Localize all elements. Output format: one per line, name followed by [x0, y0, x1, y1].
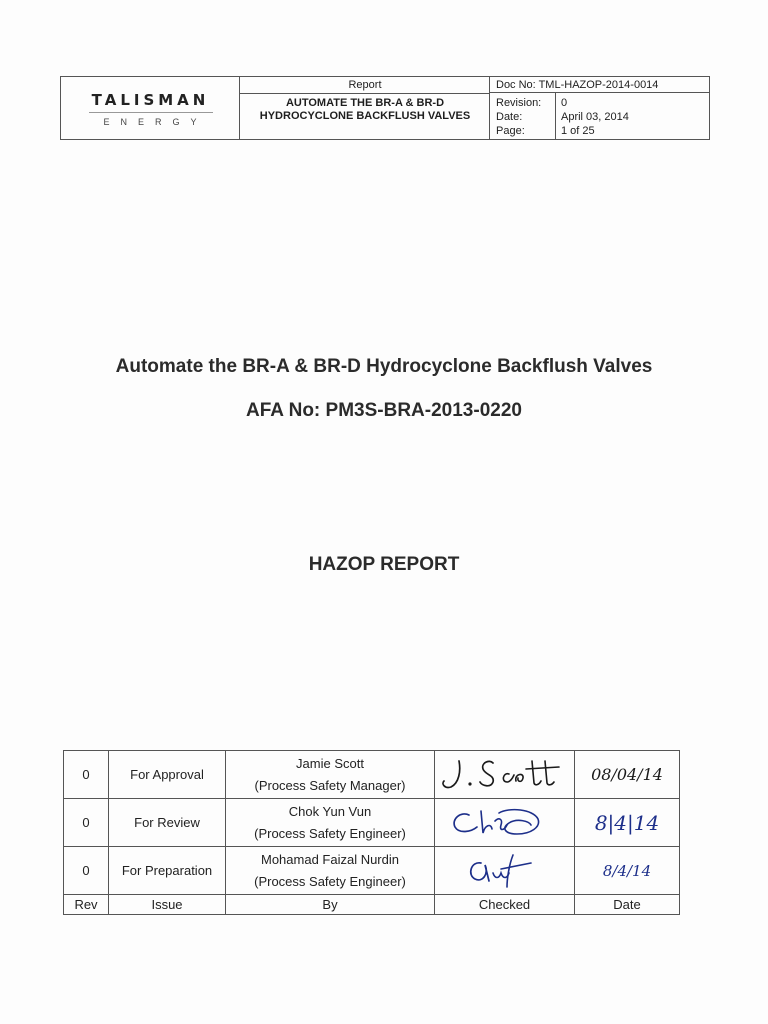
approval-table: [63, 750, 680, 915]
by-cell: [226, 799, 435, 847]
issue-cell: For Approval: [109, 751, 226, 799]
page-row: [490, 124, 709, 138]
table-header-row: [64, 895, 680, 915]
by-cell: [226, 847, 435, 895]
date-value: April 03, 2014: [561, 111, 629, 123]
table-row: [64, 799, 680, 847]
document-title: Automate the BR-A & BR-D Hydrocyclone Backflush Valves: [115, 356, 653, 377]
revision-label: Revision:: [496, 97, 542, 109]
report-label: Report: [240, 77, 490, 94]
date-row: [490, 110, 709, 124]
signature-image: [437, 755, 573, 795]
afa-number: AFA No: PM3S-BRA-2013-0220: [246, 400, 522, 421]
rev-header: Rev: [64, 895, 109, 915]
logo-subtitle: ENERGY: [103, 117, 208, 127]
page-label: Page:: [496, 125, 525, 137]
signer-name: Jamie Scott: [296, 755, 364, 771]
issue-cell: For Preparation: [109, 847, 226, 895]
signer-name: Chok Yun Vun: [288, 803, 372, 819]
revision-value: 0: [561, 97, 568, 109]
document-header: [60, 76, 710, 140]
signer-name: Mohamad Faizal Nurdin: [260, 851, 399, 867]
checked-cell: [435, 751, 575, 799]
report-type-heading: HAZOP REPORT: [308, 554, 460, 575]
report-cell: [240, 77, 490, 139]
signer-role: (Process Safety Engineer): [254, 873, 406, 889]
issue-header: Issue: [109, 895, 226, 915]
table-row: [64, 847, 680, 895]
date-header: Date: [575, 895, 680, 915]
doc-number: Doc No: TML-HAZOP-2014-0014: [490, 77, 709, 93]
checked-header: Checked: [435, 895, 575, 915]
date-cell: 08/04/14: [575, 751, 680, 799]
signer-role: (Process Safety Engineer): [254, 825, 406, 841]
document-meta: [490, 77, 709, 139]
signature-image: [437, 851, 573, 891]
date-cell: 8/4/14: [575, 847, 680, 895]
checked-cell: [435, 847, 575, 895]
revision-row: [490, 96, 709, 110]
issue-cell: For Review: [109, 799, 226, 847]
logo-wordmark: TALISMAN: [91, 91, 210, 109]
page-value: 1 of 25: [561, 125, 595, 137]
signature-image: [437, 803, 573, 843]
logo-rule: [89, 112, 213, 113]
report-header-title: AUTOMATE THE BR-A & BR-D HYDROCYCLONE BACKFLUSH VALVES: [259, 97, 471, 122]
by-header: By: [226, 895, 435, 915]
checked-cell: [435, 799, 575, 847]
rev-cell: 0: [64, 799, 109, 847]
table-row: [64, 751, 680, 799]
rev-cell: 0: [64, 847, 109, 895]
date-cell: 8|4|14: [575, 799, 680, 847]
date-label: Date:: [496, 111, 523, 123]
signer-role: (Process Safety Manager): [254, 777, 406, 793]
company-logo: [61, 77, 240, 139]
rev-cell: 0: [64, 751, 109, 799]
by-cell: [226, 751, 435, 799]
